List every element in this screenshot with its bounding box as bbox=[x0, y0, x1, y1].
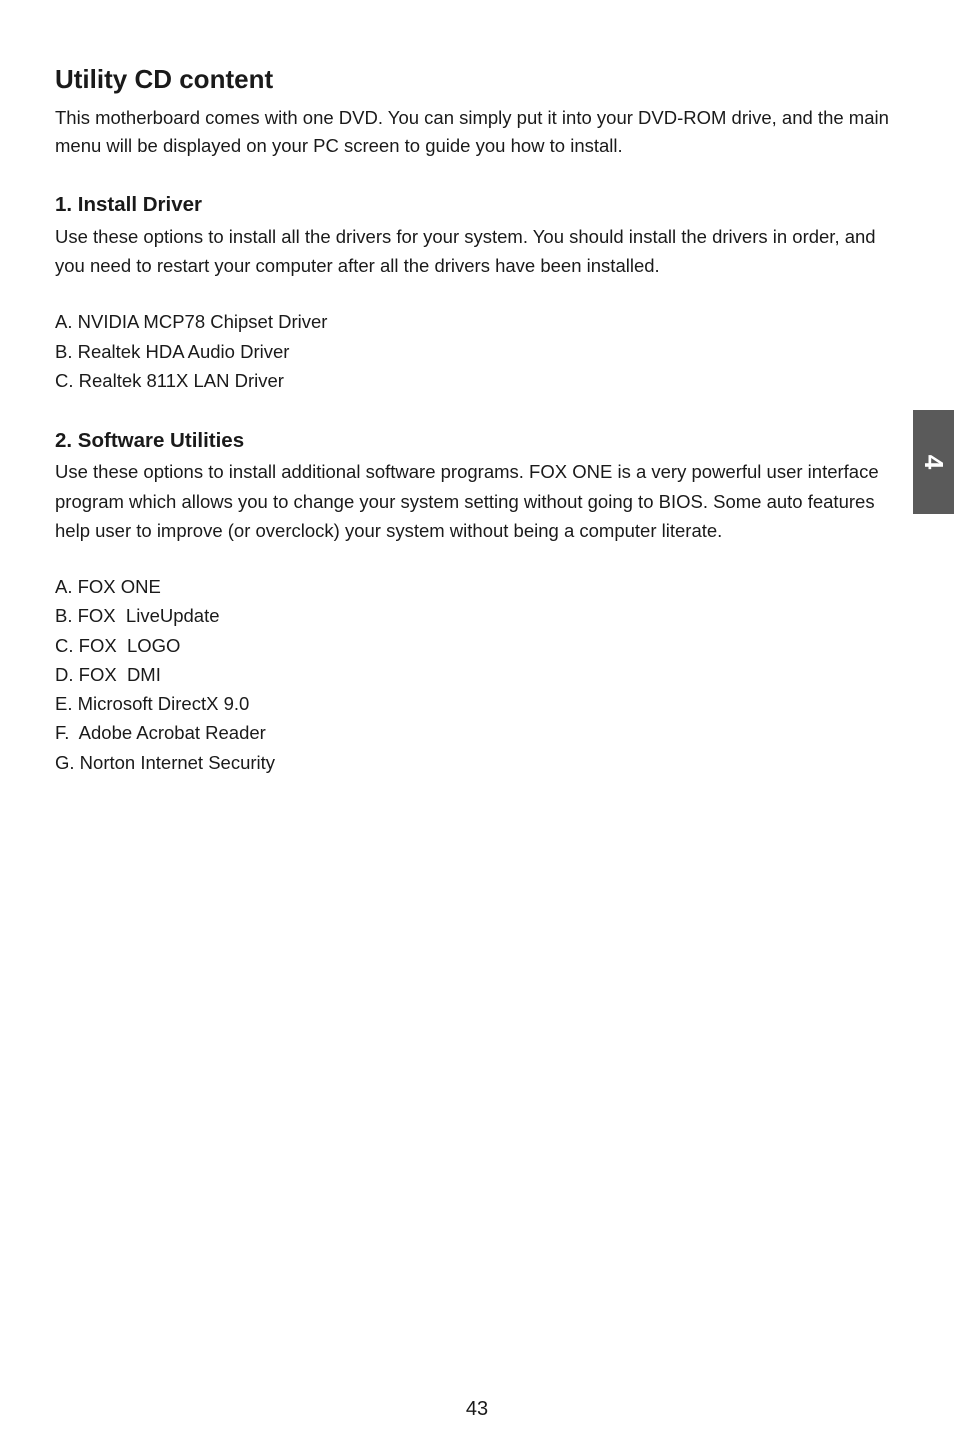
list-item: A. NVIDIA MCP78 Chipset Driver bbox=[55, 311, 328, 332]
list-item: C. Realtek 811X LAN Driver bbox=[55, 370, 284, 391]
list-item: C. FOX LOGO bbox=[55, 634, 181, 656]
list-item: E. Microsoft DirectX 9.0 bbox=[55, 693, 250, 715]
list-item: G. Norton Internet Security bbox=[55, 751, 276, 773]
intro-paragraph: This motherboard comes with one DVD. You can simply put it into your DVD-ROM drive, and the main menu will be displayed on your PC screen to guide you how to install. bbox=[55, 107, 889, 156]
section-heading-install-driver: 1. Install Driver bbox=[55, 193, 202, 216]
list-item: B. FOX LiveUpdate bbox=[55, 605, 220, 627]
page-number: 43 bbox=[465, 1398, 489, 1420]
software-utilities-description: Use these options to install additional software programs. FOX ONE is a very powerful user interface program which allows you to change your system setting without going to BIOS. Some auto features help user to improve (or overclock) your system without being a computer literate. bbox=[55, 461, 879, 541]
driver-list bbox=[55, 307, 327, 396]
section-heading-software-utilities: 2. Software Utilities bbox=[55, 429, 245, 452]
utility-list bbox=[55, 572, 275, 777]
chapter-number: 4 bbox=[918, 454, 949, 470]
list-item: B. Realtek HDA Audio Driver bbox=[55, 340, 290, 362]
list-item: F. Adobe Acrobat Reader bbox=[55, 722, 266, 744]
chapter-tab bbox=[913, 410, 954, 514]
page-title: Utility CD content bbox=[55, 64, 274, 94]
list-item: D. FOX DMI bbox=[55, 663, 161, 685]
install-driver-description: Use these options to install all the drivers for your system. You should install the drivers in order, and you need to restart your computer after all the drivers have been installed. bbox=[55, 226, 876, 276]
list-item: A. FOX ONE bbox=[55, 576, 161, 597]
